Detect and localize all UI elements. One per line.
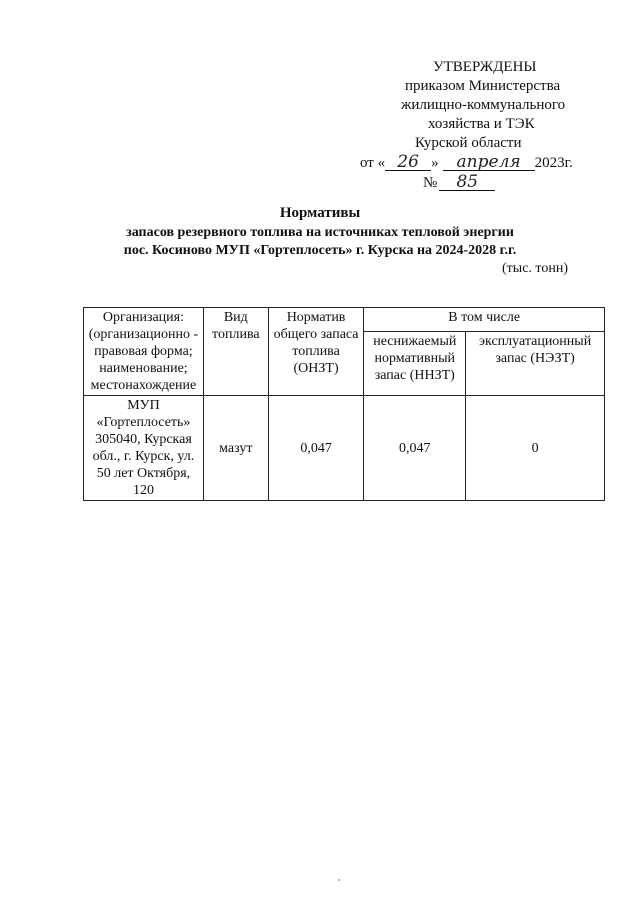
cell-fuel-type: мазут [203, 396, 268, 501]
date-mid: » [431, 155, 439, 171]
units-label: (тыс. тонн) [502, 261, 568, 276]
header-including: В том числе [364, 308, 605, 332]
number-prefix: № [423, 175, 438, 191]
title-subheading: запасов резервного топлива на источниках тепловой энергии [126, 225, 514, 240]
table-row [84, 396, 605, 501]
header-nezt: эксплуатационный запас (НЭЗТ) [466, 331, 605, 395]
header-nnzt: неснижаемый нормативный запас (ННЗТ) [364, 331, 466, 395]
date-year: 2023г. [534, 155, 573, 171]
cell-total-norm: 0,047 [268, 396, 364, 501]
approval-line-ministry: приказом Министерства [405, 78, 561, 94]
title-location: пос. Косиново МУП «Гортеплосеть» г. Курска на 2024-2028 г.г. [123, 243, 517, 258]
approval-title: УТВЕРЖДЕНЫ [433, 59, 537, 75]
date-month-handwritten: апреля [443, 154, 535, 171]
header-total-norm: Норматив общего запаса топлива (ОНЗТ) [268, 308, 364, 396]
header-organization: Организация: (организационно - правовая форма; наименование; местонахождение [84, 308, 204, 396]
approval-line-region: Курской области [415, 135, 522, 151]
number-handwritten: 85 [439, 174, 495, 191]
header-row-1 [84, 308, 605, 332]
cell-nnzt: 0,047 [364, 396, 466, 501]
title-heading: Нормативы [279, 205, 361, 221]
scan-speck [338, 879, 340, 881]
date-day-handwritten: 26 [385, 154, 431, 171]
approval-date [360, 154, 573, 174]
approval-line-housing: жилищно-коммунального [401, 97, 566, 113]
approval-number [423, 174, 495, 194]
document-title [0, 204, 640, 260]
cell-organization: МУП «Гортеплосеть» 305040, Курская обл., г. Курск, ул. 50 лет Октября, 120 [84, 396, 204, 501]
norms-table [83, 307, 605, 501]
cell-nezt: 0 [466, 396, 605, 501]
header-fuel-type: Вид топлива [203, 308, 268, 396]
date-prefix: от « [360, 155, 386, 171]
approval-line-energy: хозяйства и ТЭК [428, 116, 535, 132]
